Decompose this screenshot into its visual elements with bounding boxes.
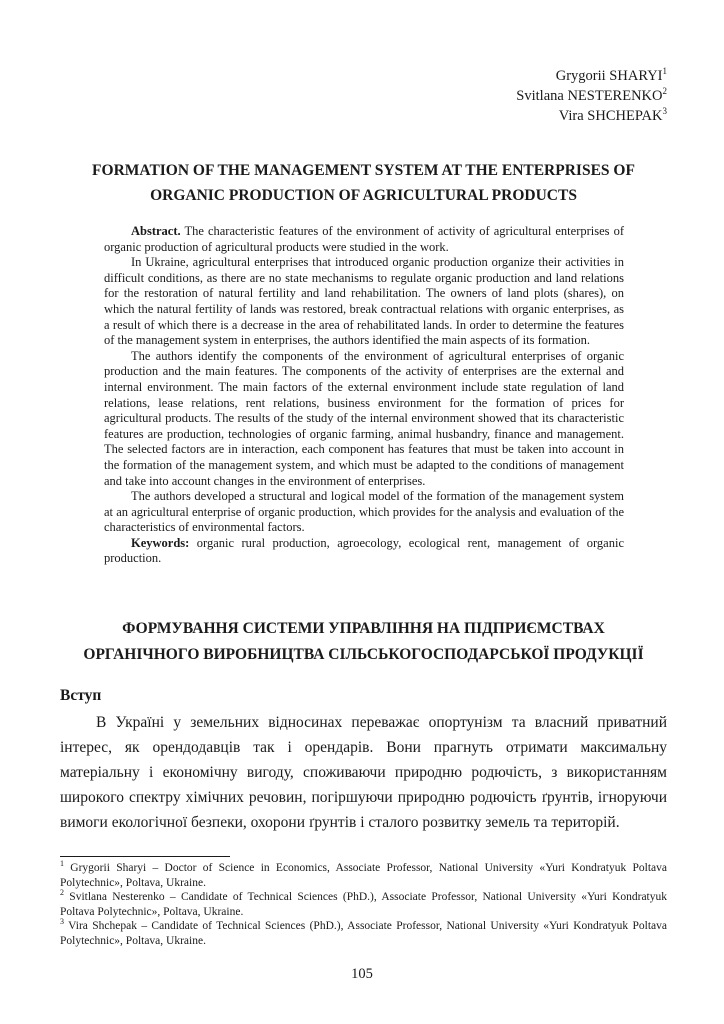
keywords-text: organic rural production, agroecology, ecological rent, management of organic production. <box>104 535 624 566</box>
abstract-paragraph: The authors developed a structural and logical model of the formation of the management system at an agricultural enterprise of organic production, which provides for the analysis and evaluation of the characteristics of environmental factors. <box>104 489 624 535</box>
author-footnote-marker: 1 <box>662 66 667 77</box>
footnote-marker: 2 <box>60 888 64 898</box>
footnote-text: Vira Shchepak – Candidate of Technical Sciences (PhD.), Associate Professor, National University «Yuri Kondratyuk Poltava Polytechnic», Poltava, Ukraine. <box>60 920 667 947</box>
footnote <box>60 861 667 890</box>
introduction-heading: Вступ <box>60 687 102 705</box>
abstract-paragraph: The authors identify the components of the environment of agricultural enterprises of organic production and the main features. The components of the activity of enterprises are the external and internal environment. The main factors of the external environment include state regulation of land relations, lease relations, rent relations, business environment for the formation of prices for agricultural products. The results of the study of the internal environment showed that its characteristic features are production, technologies of organic farming, animal husbandry, finance and management. The selected factors are in interaction, each component has features that must be taken into account in the formation of the management system, and which must be adapted to the conditions of management and take into account changes in the environment of enterprises. <box>104 348 624 488</box>
footnote <box>60 890 667 919</box>
footnotes-section <box>60 856 667 949</box>
keywords-label: Keywords: <box>131 535 190 550</box>
introduction-section <box>60 684 667 835</box>
abstract-section <box>104 224 624 567</box>
paper-title-english: FORMATION OF THE MANAGEMENT SYSTEM AT THE ENTERPRISES OF ORGANIC PRODUCTION OF AGRICULTURAL PRODUCTS <box>92 162 635 204</box>
author-line <box>60 66 667 86</box>
abstract-paragraph: In Ukraine, agricultural enterprises that introduced organic production organize their activities in difficult conditions, as there are no state mechanisms to regulate organic production and land relations for the restoration of natural fertility and land rehabilitation. The owners of land plots (shares), on which the natural fertility of lands was restored, break contractual relations with organic enterprises, as a result of which there is a decrease in the area of rehabilitated lands. In order to determine the features of the management system in enterprises, the authors identified the main aspects of its formation. <box>104 255 624 348</box>
author-footnote-marker: 3 <box>662 106 667 117</box>
introduction-paragraph: В Україні у земельних відносинах переважає опортунізм та власний приватний інтерес, як орендодавців так і орендарів. Вони прагнуть отримати максимальну матеріальну і економічну вигоду, споживаючи природню родючість, з використанням широкого спектру хімічних речовин, погіршуючи природню родючість ґрунтів, ігноруючи вимоги екологічної безпеки, охорони ґрунтів і сталого розвитку земель та територій. <box>60 714 667 832</box>
author-name: Vira SHCHEPAK <box>558 108 663 124</box>
page-number: 105 <box>351 966 373 982</box>
author-block <box>60 66 667 126</box>
author-line <box>60 86 667 106</box>
footnote-separator-rule <box>60 856 230 857</box>
author-footnote-marker: 2 <box>662 86 667 97</box>
paper-title-ukrainian: ФОРМУВАННЯ СИСТЕМИ УПРАВЛІННЯ НА ПІДПРИЄМСТВАХ ОРГАНІЧНОГО ВИРОБНИЦТВА СІЛЬСЬКОГОСПОДАРСЬКОЇ ПРОДУКЦІЇ <box>83 620 644 664</box>
author-name: Svitlana NESTERENKO <box>516 88 663 104</box>
footnote-marker: 3 <box>60 917 64 927</box>
footnote <box>60 919 667 948</box>
footnote-marker: 1 <box>60 859 64 869</box>
abstract-paragraph <box>104 224 624 255</box>
keywords-line <box>104 536 624 567</box>
footnote-text: Grygorii Sharyi – Doctor of Science in Economics, Associate Professor, National University «Yuri Kondratyuk Poltava Polytechnic», Poltava, Ukraine. <box>60 862 667 889</box>
abstract-text: The characteristic features of the environment of activity of agricultural enterprises of organic production of agricultural products were studied in the work. <box>104 224 624 254</box>
author-name: Grygorii SHARYI <box>555 68 663 84</box>
author-line <box>60 106 667 126</box>
abstract-label: Abstract. <box>131 224 181 238</box>
footnote-text: Svitlana Nesterenko – Candidate of Technical Sciences (PhD.), Associate Professor, National University «Yuri Kondratyuk Poltava Polytechnic», Poltava, Ukraine. <box>60 891 667 918</box>
